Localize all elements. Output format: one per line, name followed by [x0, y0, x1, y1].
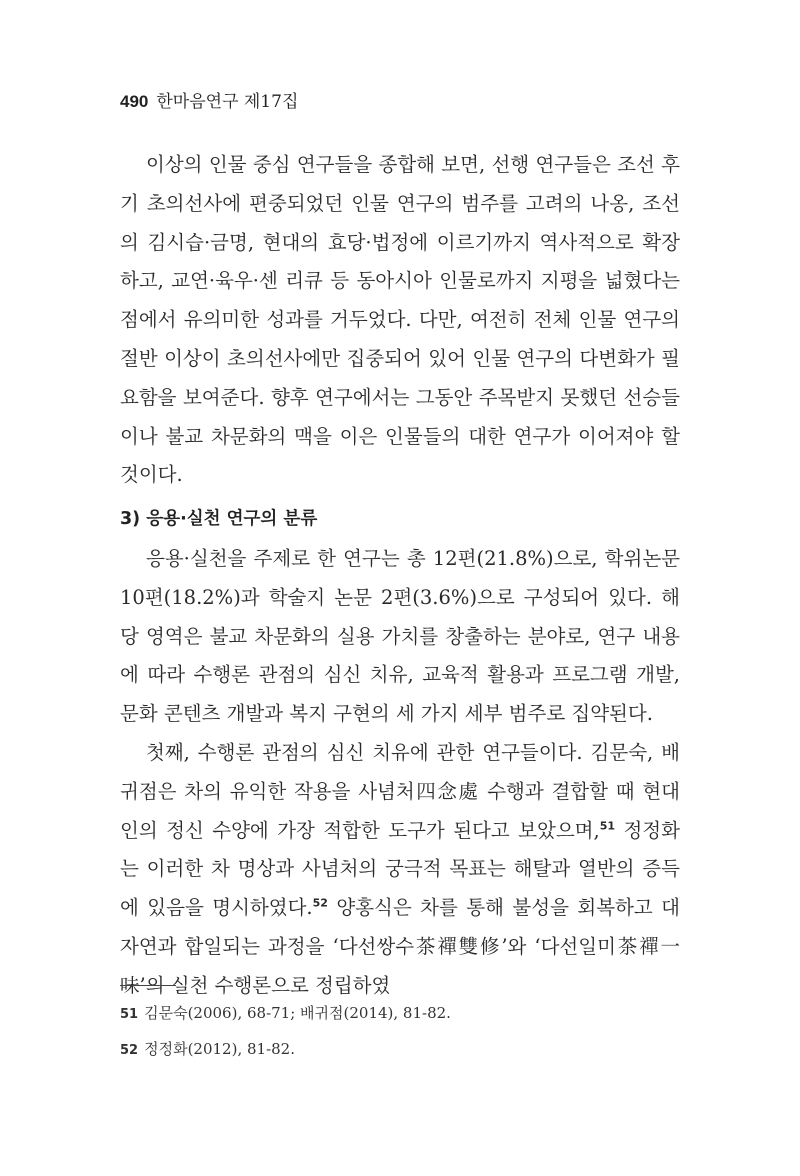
footnote-divider: [120, 985, 176, 986]
footnote-text: 정정화(2012), 81-82.: [144, 1040, 295, 1058]
footnote-number: 51: [120, 1007, 139, 1022]
footnote-ref-52[interactable]: 52: [312, 896, 328, 910]
running-title: 한마음연구 제17집: [156, 92, 299, 112]
paragraph-3-part-2: 정정화는 이러한 차 명상과 사념처의 궁극적 목표는 해탈과 열반의 증득에 있음을 명시하였다.: [120, 818, 680, 920]
footnote-51: [120, 996, 451, 1032]
page-number: 490: [120, 92, 149, 111]
paragraph-3-part-3: 양홍식은 차를 통해 불성을 회복하고 대자연과 합일되는 과정을 ‘다선쌍수茶禪雙修’와 ‘다선일미茶禪一味’의 실천 수행론으로 정립하였: [120, 896, 680, 997]
footnote-52: [120, 1032, 451, 1068]
footnote-ref-51[interactable]: 51: [599, 819, 616, 833]
running-header: [120, 87, 298, 112]
section-heading: 3) 응용·실천 연구의 분류: [120, 509, 318, 529]
footnote-text: 김문숙(2006), 68-71; 배귀점(2014), 81-82.: [144, 1004, 451, 1022]
paragraph-3: [120, 734, 680, 1006]
footnote-number: 52: [120, 1043, 139, 1058]
paragraph-1: 이상의 인물 중심 연구들을 종합해 보면, 선행 연구들은 조선 후기 초의선사에 편중되었던 인물 연구의 범주를 고려의 나옹, 조선의 김시습·금명, 현대의 효당·법정에 이르기까지 역사적으로 확장하고, 교연·육우·센 리큐 등 동아시아 인물로까지 지평을 넓혔다는 점에서 유의미한 성과를 거두었다. 다만, 여전히 전체 인물 연구의 절반 이상이 초의선사에만 집중되어 있어 인물 연구의 다변화가 필요함을 보여준다. 향후 연구에서는 그동안 주목받지 못했던 선승들이나 불교 차문화의 맥을 이은 인물들의 대한 연구가 이어져야 할 것이다.: [120, 153, 680, 487]
paragraph-2: 응용·실천을 주제로 한 연구는 총 12편(21.8%)으로, 학위논문 10편(18.2%)과 학술지 논문 2편(3.6%)으로 구성되어 있다. 해당 영역은 불교 차문화의 실용 가치를 창출하는 분야로, 연구 내용에 따라 수행론 관점의 심신 치유, 교육적 활용과 프로그램 개발, 문화 콘텐츠 개발과 복지 구현의 세 가지 세부 범주로 집약된다.: [120, 547, 680, 726]
body-section-2: [120, 540, 680, 1006]
paragraph-3-part-1: 첫째, 수행론 관점의 심신 치유에 관한 연구들이다. 김문숙, 배귀점은 차의 유익한 작용을 사념처四念處 수행과 결합할 때 현대인의 정신 수양에 가장 적합한 도구가 된다고 보았으며,: [120, 740, 680, 842]
body-section-1: [120, 146, 680, 495]
footnotes: [120, 996, 451, 1068]
